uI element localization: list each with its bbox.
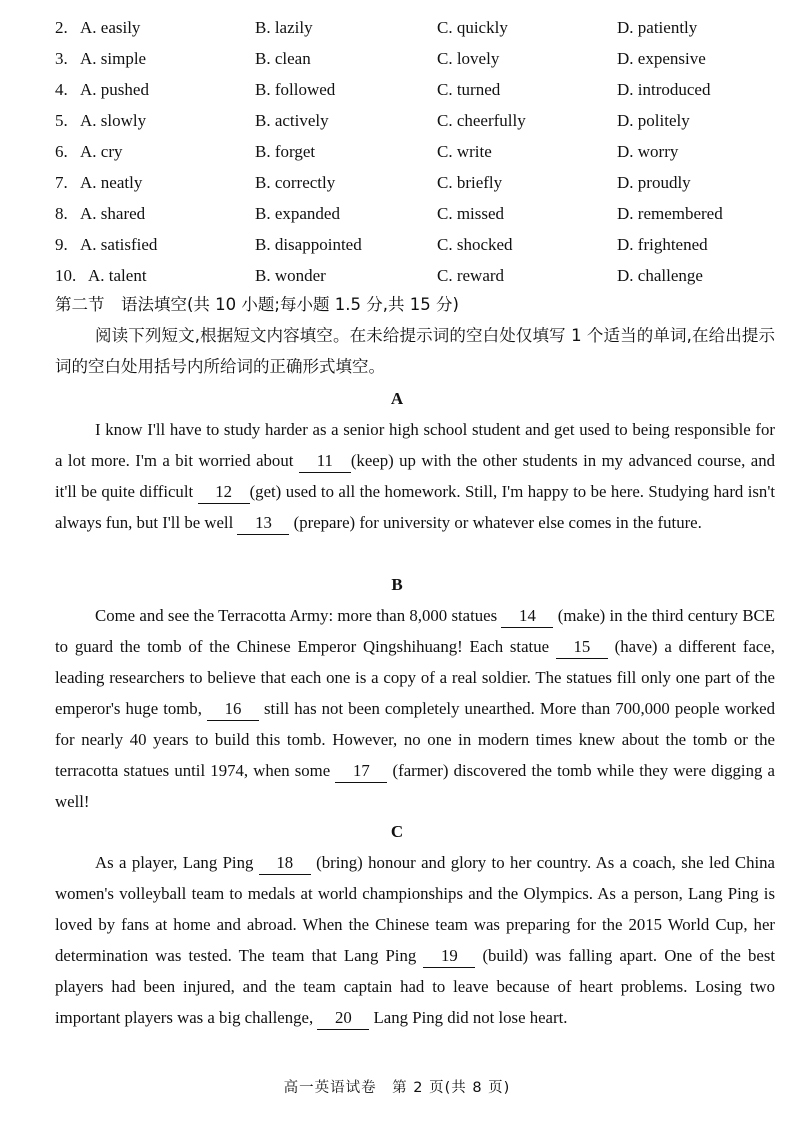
question-number: 2. [55,18,68,37]
blank-17[interactable]: 17 [335,760,387,783]
option-c: C. lovely [437,49,500,68]
passage-text: (have) a different face, leading researchers to believe that each one is a copy of a real soldier. The statues fill only one part of the emperor's huge tomb, [55,637,775,718]
option-d: D. remembered [617,204,723,223]
passage-text: Lang Ping did not lose heart. [369,1008,568,1027]
option-b: B. actively [255,111,329,130]
option-a: A. simple [80,49,147,68]
passage-b [55,600,775,817]
option-d: D. frightened [617,235,708,254]
option-c: C. missed [437,204,505,223]
option-b: B. correctly [255,173,336,192]
option-row [0,232,794,258]
passage-text: (make) in the third century BCE to guard the tomb of the Chinese Emperor Qingshihuang! Each statue [55,606,775,656]
passage-a-title: A [390,389,404,408]
option-a: A. talent [88,266,147,285]
option-c: C. reward [437,266,505,285]
option-a: A. slowly [80,111,147,130]
option-row [0,15,794,41]
blank-13[interactable]: 13 [237,512,289,535]
passage-text: (keep) up with the other students in my advanced course, and it'll be quite difficult [55,451,775,501]
option-a: A. pushed [80,80,149,99]
passage-text: (get) used to all the homework. Still, I'm happy to be here. Studying hard isn't always fun, but I'll be well [55,482,776,532]
option-row [0,201,794,227]
option-c: C. write [437,142,492,161]
option-a: A. shared [80,204,146,223]
option-d: D. expensive [617,49,706,68]
passage-text: (prepare) for university or whatever else comes in the future. [289,513,702,532]
question-number: 7. [55,173,68,192]
option-d: D. politely [617,111,690,130]
option-row [0,77,794,103]
option-d: D. challenge [617,266,703,285]
question-number: 6. [55,142,68,161]
passage-b-title: B [391,575,403,594]
blank-11[interactable]: 11 [299,450,351,473]
section-instruction: 阅读下列短文,根据短文内容填空。在未给提示词的空白处仅填写 1 个适当的单词,在给出提示词的空白处用括号内所给词的正确形式填空。 [55,326,775,376]
option-c: C. turned [437,80,501,99]
blank-16[interactable]: 16 [207,698,259,721]
blank-18[interactable]: 18 [259,852,311,875]
section-heading: 第二节 语法填空(共 10 小题;每小题 1.5 分,共 15 分) [55,295,459,314]
passage-text: still has not been completely unearthed. More than 700,000 people worked for nearly 40 years to build this tomb. However, no one in modern times knew about the tomb or the terracotta statues until 1974, when some [55,699,775,780]
question-number: 10. [55,266,77,285]
option-a: A. easily [80,18,141,37]
question-number: 3. [55,49,68,68]
blank-14[interactable]: 14 [501,605,553,628]
blank-20[interactable]: 20 [317,1007,369,1030]
option-d: D. proudly [617,173,691,192]
option-row [0,170,794,196]
passage-text: (farmer) discovered the tomb while they were digging a well! [55,761,775,811]
option-a: A. satisfied [80,235,158,254]
passage-c [55,847,775,1033]
passage-text: (bring) honour and glory to her country. As a coach, she led China women's volleyball team to medals at world championships and the Olympics. As a person, Lang Ping is loved by fans at home and abroad. When the Chinese team was preparing for the 2015 World Cup, her determination was tested. The team that Lang Ping [55,853,775,965]
option-c: C. cheerfully [437,111,526,130]
option-row [0,108,794,134]
option-b: B. clean [255,49,311,68]
option-d: D. patiently [617,18,698,37]
option-a: A. neatly [80,173,143,192]
option-a: A. cry [80,142,123,161]
question-number: 4. [55,80,68,99]
option-row [0,263,794,289]
option-d: D. introduced [617,80,711,99]
option-c: C. quickly [437,18,508,37]
blank-12[interactable]: 12 [198,481,250,504]
passage-c-title: C [390,822,404,841]
option-b: B. forget [255,142,316,161]
question-number: 5. [55,111,68,130]
option-b: B. lazily [255,18,313,37]
option-b: B. expanded [255,204,340,223]
question-number: 9. [55,235,68,254]
passage-text: I know I'll have to study harder as a senior high school student and get used to being responsible for a lot more. I'm a bit worried about [55,420,775,470]
blank-15[interactable]: 15 [556,636,608,659]
option-c: C. shocked [437,235,513,254]
option-b: B. wonder [255,266,326,285]
option-d: D. worry [617,142,679,161]
option-c: C. briefly [437,173,503,192]
option-b: B. disappointed [255,235,362,254]
page-footer: 高一英语试卷 第 2 页(共 8 页) [283,1080,511,1096]
passage-text: Come and see the Terracotta Army: more than 8,000 statues [95,606,502,625]
option-row [0,139,794,165]
blank-19[interactable]: 19 [423,945,475,968]
option-row [0,46,794,72]
passage-text: (build) was falling apart. One of the best players had been injured, and the team captain had to leave because of heart problems. Losing two important players was a big challenge, [55,946,776,1027]
question-number: 8. [55,204,68,223]
passage-text: As a player, Lang Ping [95,853,259,872]
option-b: B. followed [255,80,336,99]
passage-a [55,414,775,538]
